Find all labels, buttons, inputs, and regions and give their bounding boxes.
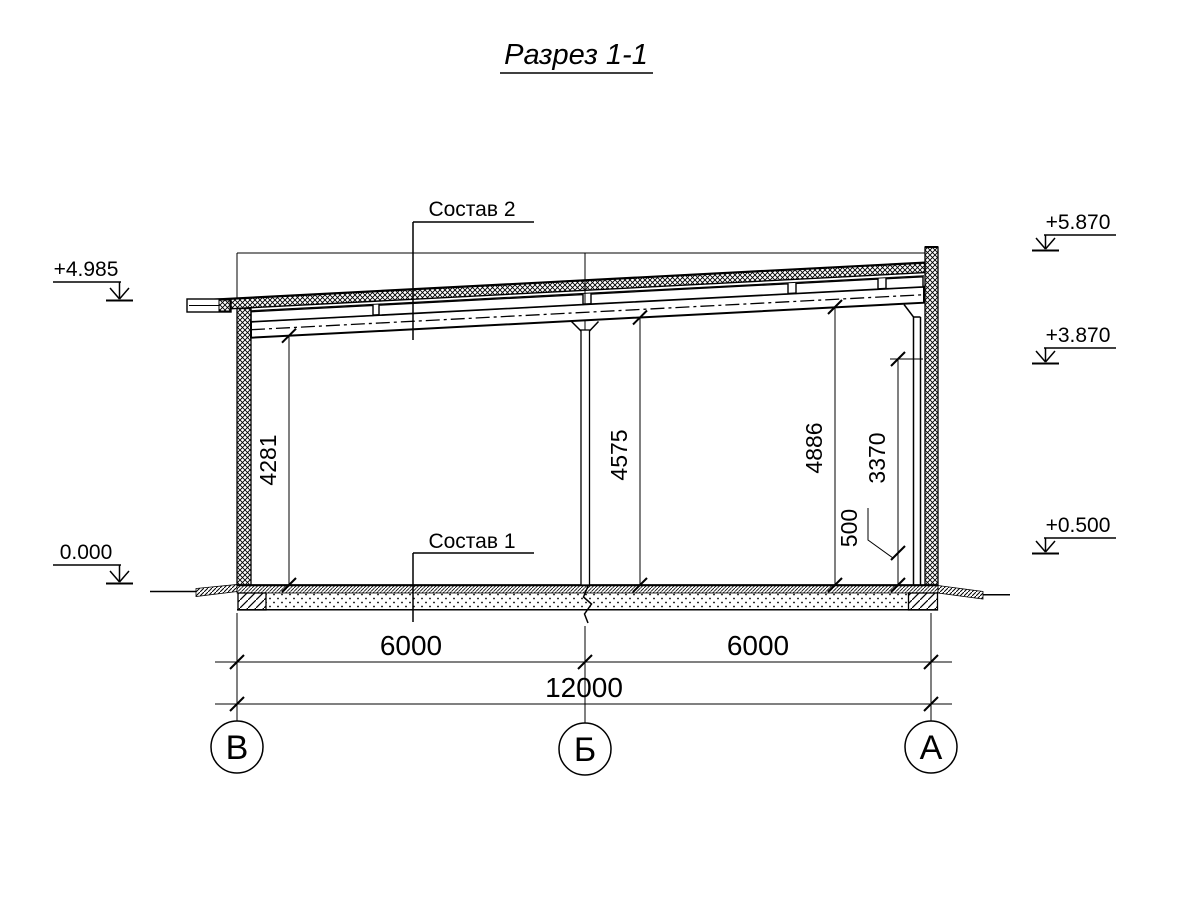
elevation-mark-0500 (1032, 514, 1116, 554)
column-b (572, 322, 599, 586)
horizontal-dimensions (215, 613, 952, 723)
dimension-total: 12000 (545, 672, 623, 703)
axis-letter: А (919, 729, 943, 767)
title-text: Разрез 1-1 (504, 39, 648, 71)
dimension-4281 (255, 329, 296, 592)
grid-axes (211, 721, 957, 775)
elevation-value: +3.870 (1045, 324, 1111, 347)
left-wall (237, 309, 251, 586)
elevation-mark-3870 (1032, 324, 1116, 364)
foundation-left (238, 593, 266, 610)
elevation-mark-5870 (1032, 211, 1116, 251)
axis-bubble-v (211, 721, 263, 773)
elevation-mark-0000 (53, 541, 133, 584)
axis-bubble-a (905, 721, 957, 773)
elevation-value: +0.500 (1045, 514, 1111, 537)
callout-floor-label: Состав 1 (428, 530, 516, 553)
dimension-4886 (801, 300, 842, 592)
column-a (904, 305, 921, 586)
axis-bubble-b (559, 723, 611, 775)
elevation-mark-4985 (53, 258, 133, 301)
dimension-value: 4886 (801, 422, 827, 474)
elevation-value: 0.000 (59, 541, 113, 564)
axis-letter: В (225, 729, 249, 767)
foundation-right (909, 593, 938, 610)
dimension-value: 500 (836, 508, 862, 548)
dimension-value: 4281 (255, 434, 281, 486)
elevation-value: +4.985 (53, 258, 119, 281)
blind-area-right (938, 586, 983, 600)
dimension-value: 3370 (864, 432, 890, 484)
dimension-value: 4575 (606, 429, 632, 481)
right-wall (925, 247, 938, 585)
blind-area-left (196, 585, 237, 597)
elevation-value: +5.870 (1045, 211, 1111, 234)
dimension-4575 (606, 311, 647, 593)
callout-roof-label: Состав 2 (428, 198, 516, 221)
dimension-500 (836, 508, 905, 592)
dimension-span1: 6000 (379, 630, 443, 661)
dimension-span2: 6000 (726, 630, 790, 661)
axis-letter: Б (573, 731, 597, 769)
roof (187, 263, 925, 338)
floor-concrete-layer (266, 593, 908, 610)
floor-slab (237, 585, 938, 623)
drawing-title (500, 39, 653, 73)
